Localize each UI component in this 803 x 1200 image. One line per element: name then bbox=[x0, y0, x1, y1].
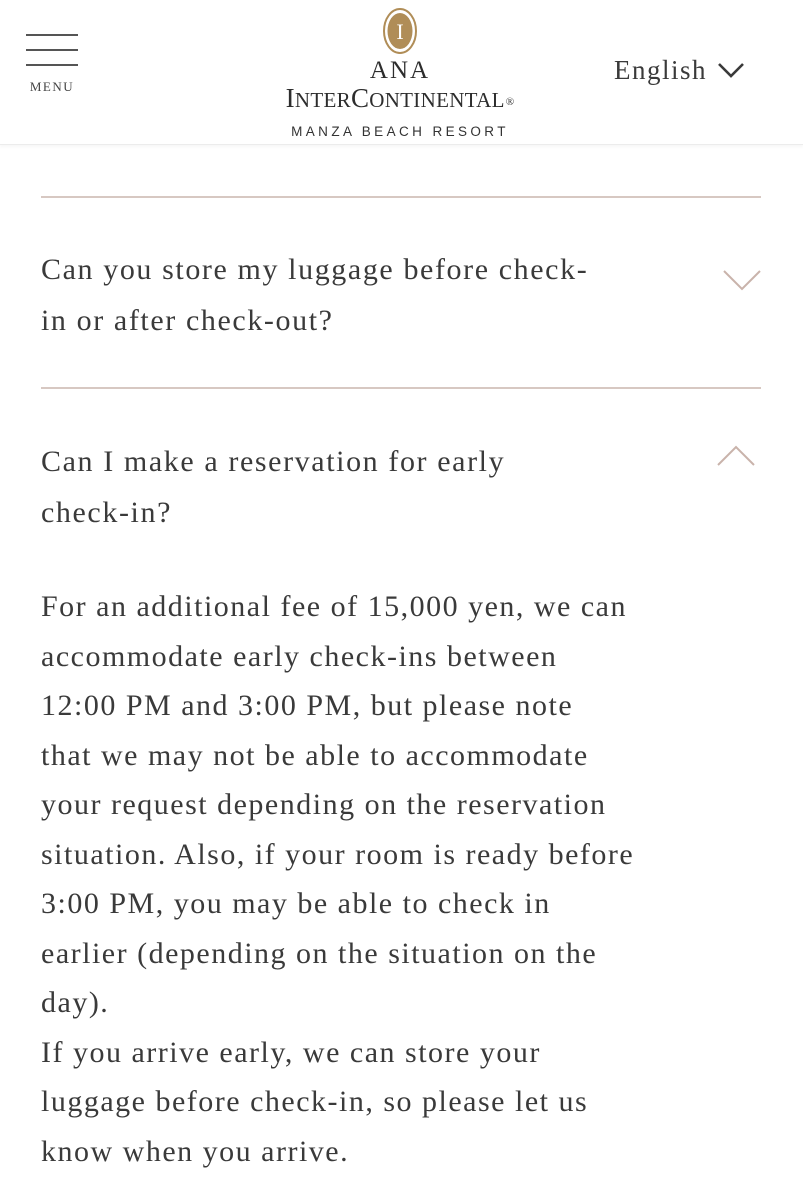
chevron-up-icon[interactable] bbox=[715, 444, 757, 468]
hamburger-icon-line bbox=[26, 34, 78, 36]
hamburger-icon-line bbox=[26, 49, 78, 51]
answer-line: 12:00 PM and 3:00 PM, but please note bbox=[41, 689, 574, 722]
faq-question-early-checkin[interactable] bbox=[41, 436, 701, 538]
language-selector[interactable] bbox=[614, 52, 745, 88]
faq-divider bbox=[41, 387, 761, 389]
faq-question-line: check-in? bbox=[41, 496, 172, 529]
site-header bbox=[0, 0, 803, 145]
answer-line: earlier (depending on the situation on the bbox=[41, 936, 598, 970]
faq-question-luggage[interactable] bbox=[41, 244, 701, 346]
answer-line: situation. Also, if your room is ready before bbox=[41, 837, 635, 871]
hamburger-icon-line bbox=[26, 64, 78, 66]
answer-line: day). bbox=[41, 986, 110, 1019]
answer-line: For an additional fee of 15,000 yen, we can bbox=[41, 590, 627, 623]
hotel-logo[interactable] bbox=[250, 6, 550, 139]
answer-line: know when you arrive. bbox=[41, 1134, 350, 1168]
logo-ana-text: ANA bbox=[369, 57, 431, 84]
faq-divider bbox=[41, 196, 761, 198]
emblem-letter: I bbox=[396, 19, 404, 44]
faq-question-line: Can you store my luggage before check- bbox=[41, 253, 589, 286]
logo-intercontinental-text: INTERCONTINENTAL® bbox=[285, 83, 515, 113]
menu-label: MENU bbox=[29, 79, 75, 94]
faq-question-line: in or after check-out? bbox=[41, 304, 334, 337]
answer-line: your request depending on the reservation bbox=[41, 788, 607, 821]
faq-answer-early-checkin bbox=[41, 582, 771, 1176]
language-label: English bbox=[614, 54, 708, 85]
answer-line: 3:00 PM, you may be able to check in bbox=[41, 887, 551, 920]
logo-resort-name: MANZA BEACH RESORT bbox=[291, 124, 509, 139]
answer-line: accommodate early check-ins between bbox=[41, 639, 558, 673]
answer-line: that we may not be able to accommodate bbox=[41, 738, 589, 772]
answer-line: If you arrive early, we can store your bbox=[41, 1035, 541, 1069]
chevron-down-icon[interactable] bbox=[721, 268, 763, 292]
answer-line: luggage before check-in, so please let us bbox=[41, 1085, 589, 1118]
chevron-down-icon bbox=[717, 61, 745, 79]
emblem-icon bbox=[382, 6, 418, 56]
faq-question-line: Can I make a reservation for early bbox=[41, 445, 506, 478]
menu-button[interactable] bbox=[26, 34, 78, 96]
